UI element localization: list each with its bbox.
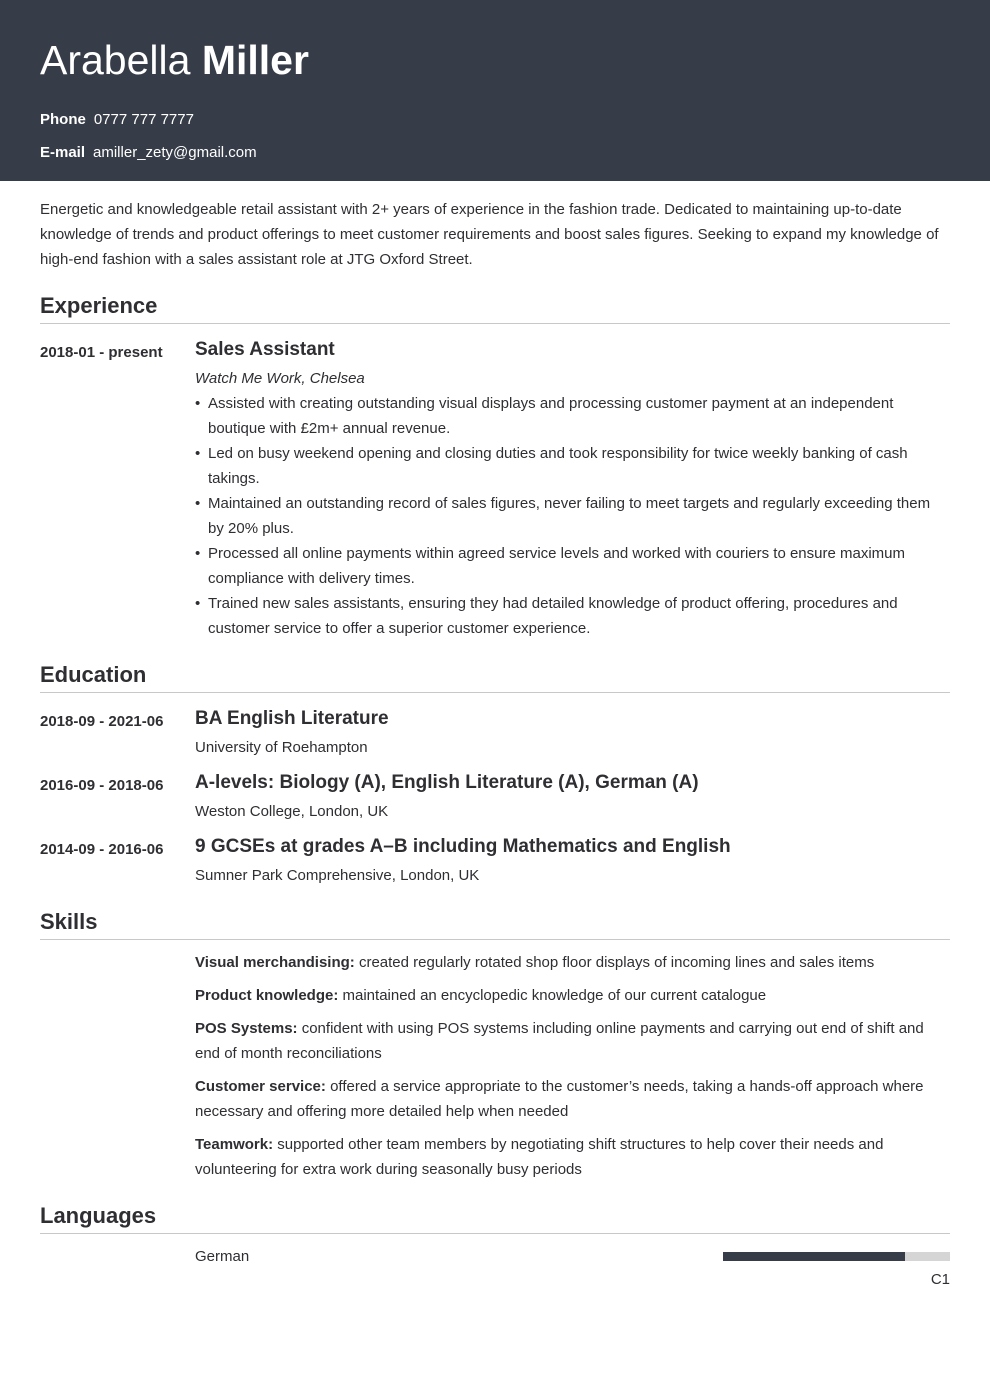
entry-date: 2014-09 - 2016-06: [40, 841, 164, 858]
phone-row: [40, 110, 950, 130]
resume-header: [0, 0, 990, 181]
phone-label: Phone: [40, 111, 86, 128]
school: Weston College, London, UK: [195, 803, 389, 820]
skill-item: [195, 1132, 950, 1182]
skill-item: [195, 1016, 950, 1066]
skills-list: [40, 950, 950, 1182]
proficiency-bar-fill: [723, 1252, 905, 1261]
skill-name: Customer service:: [195, 1078, 326, 1095]
school: Sumner Park Comprehensive, London, UK: [195, 867, 480, 884]
degree: A-levels: Biology (A), English Literature (A), German (A): [195, 772, 699, 793]
degree: BA English Literature: [195, 708, 389, 729]
education-entry: [40, 706, 950, 760]
skills-section: [40, 908, 950, 1182]
email-label: E-mail: [40, 144, 86, 161]
skill-name: Product knowledge:: [195, 987, 339, 1004]
last-name: Miller: [201, 37, 309, 83]
email-row: [40, 143, 950, 163]
skill-item: [195, 983, 950, 1008]
list-item: • Trained new sales assistants, ensuring they had detailed knowledge of product offering, procedures and customer service to offer a superior customer experience.: [195, 595, 898, 637]
proficiency-bar: [723, 1252, 950, 1261]
entry-date: 2018-09 - 2021-06: [40, 713, 164, 730]
degree: 9 GCSEs at grades A–B including Mathematics and English: [195, 836, 731, 857]
company: Watch Me Work, Chelsea: [195, 370, 365, 387]
language-name: German: [195, 1248, 250, 1265]
language-meter: [723, 1244, 950, 1290]
skill-desc: confident with using POS systems including online payments and carrying out end of shift and end of month reconciliations: [195, 1020, 924, 1062]
section-title: Experience: [40, 292, 950, 324]
language-item: [40, 1244, 950, 1290]
education-entry: [40, 834, 950, 888]
phone-value: 0777 777 7777: [93, 111, 194, 128]
section-title: Education: [40, 661, 950, 693]
skill-desc: offered a service appropriate to the customer’s needs, taking a hands-off approach where necessary and offering more detailed help when needed: [195, 1078, 924, 1120]
skill-name: Visual merchandising:: [195, 954, 355, 971]
first-name: Arabella: [40, 37, 191, 83]
list-item: • Maintained an outstanding record of sales figures, never failing to meet targets and regularly exceeding them by 20% plus.: [195, 495, 931, 537]
list-item: • Assisted with creating outstanding visual displays and processing customer payment at an independent boutique with £2m+ annual revenue.: [195, 395, 894, 437]
education-entry: [40, 770, 950, 824]
duties-list: [195, 391, 950, 641]
skill-desc: maintained an encyclopedic knowledge of our current catalogue: [342, 987, 767, 1004]
candidate-name: [40, 36, 950, 84]
skill-desc: created regularly rotated shop floor displays of incoming lines and sales items: [358, 954, 875, 971]
skill-name: Teamwork:: [195, 1136, 274, 1153]
languages-section: [40, 1202, 950, 1290]
summary: Energetic and knowledgeable retail assistant with 2+ years of experience in the fashion trade. Dedicated to maintaining up-to-date knowledge of trends and product offerings to meet customer requirements and boost sales figures. Seeking to expand my knowledge of high-end fashion with a sales assistant role at JTG Oxford Street.: [40, 201, 939, 268]
list-item: • Led on busy weekend opening and closing duties and took responsibility for twice weekly banking of cash takings.: [195, 445, 908, 487]
education-section: [40, 661, 950, 888]
entry-date: 2018-01 - present: [40, 344, 163, 361]
section-title: Skills: [40, 908, 950, 940]
email-value[interactable]: amiller_zety@gmail.com: [93, 144, 257, 161]
skill-name: POS Systems:: [195, 1020, 298, 1037]
skill-item: [195, 1074, 950, 1124]
section-title: Languages: [40, 1202, 950, 1234]
resume-content: [0, 197, 990, 1290]
language-level: C1: [930, 1271, 950, 1288]
experience-section: [40, 292, 950, 641]
list-item: • Processed all online payments within agreed service levels and worked with couriers to ensure maximum compliance with delivery times.: [195, 545, 905, 587]
experience-entry: [40, 337, 950, 641]
school: University of Roehampton: [195, 739, 368, 756]
entry-date: 2016-09 - 2018-06: [40, 777, 164, 794]
job-title: Sales Assistant: [195, 339, 335, 360]
skill-desc: supported other team members by negotiating shift structures to help cover their needs and volunteering for extra work during seasonally busy periods: [195, 1136, 884, 1178]
skill-item: [195, 950, 950, 975]
